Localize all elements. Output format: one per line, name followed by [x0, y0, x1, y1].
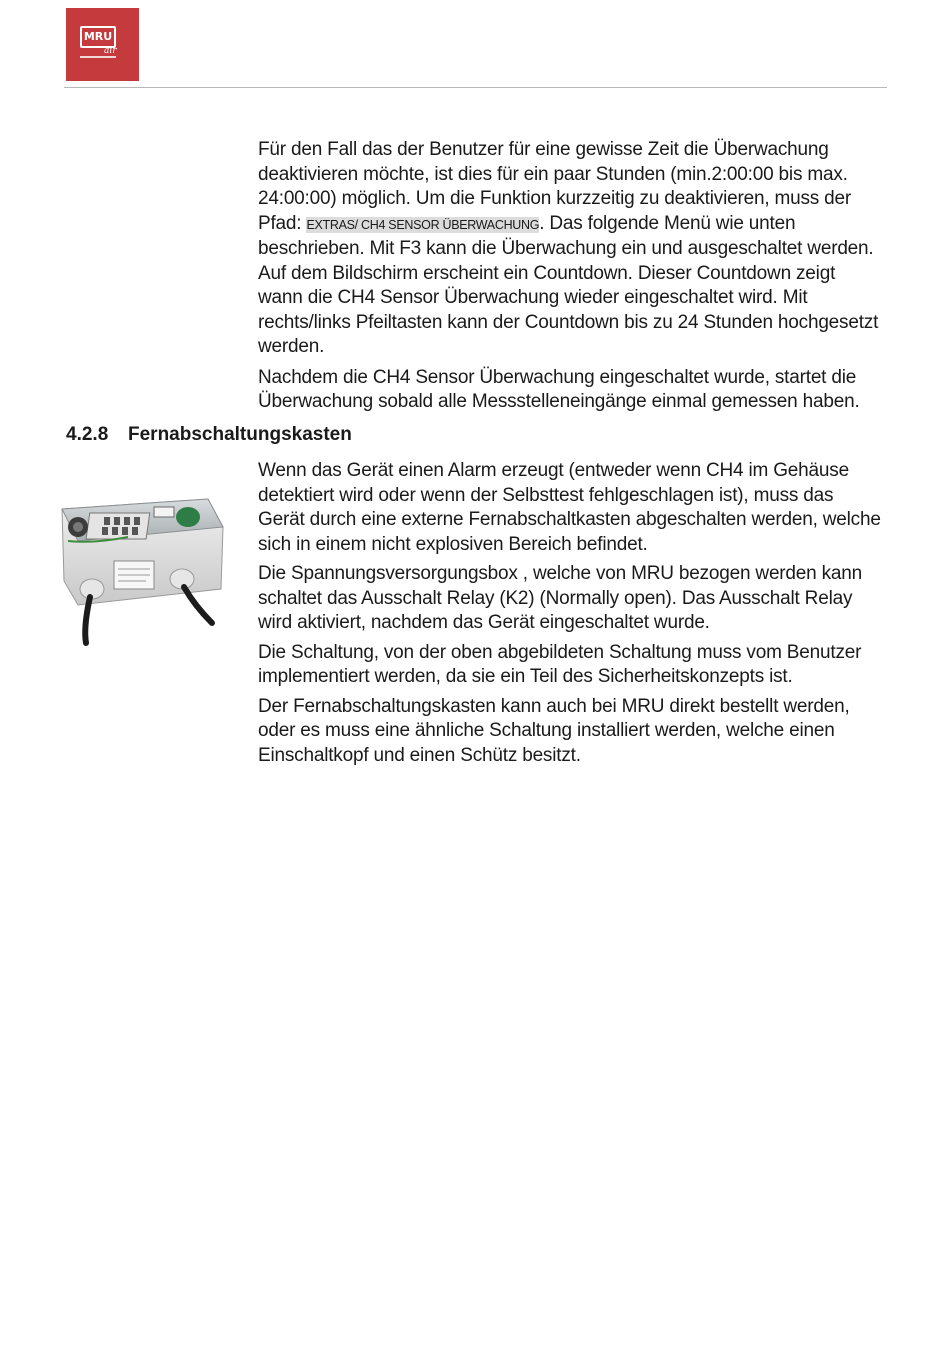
paragraph-order: Der Fernabschaltungskasten kann auch bei MRU direkt bestellt werden, oder es muss eine ähnliche Schaltung installiert werden, welche einen Einschaltkopf und einen Schütz besitzt.: [258, 695, 850, 766]
section-number: 4.2.8: [66, 424, 109, 445]
section-428-text: [258, 459, 883, 768]
paragraph-deactivate: [258, 138, 883, 360]
paragraph-power-box: Die Spannungsversorgungsbox , welche von MRU bezogen werden kann schaltet das Ausschalt Relay (K2) (Normally open). Das Ausschalt Relay wird aktiviert, nachdem das Gerät eingeschaltet wurde.: [258, 563, 863, 633]
logo-script: air: [104, 46, 117, 56]
remote-shutdown-box-photo: [58, 497, 226, 649]
section-heading: [66, 424, 352, 446]
paragraph-alarm: Wenn das Gerät einen Alarm erzeugt (entweder wenn CH4 im Gehäuse detektiert wird oder wenn der Selbsttest fehlgeschlagen ist), muss das Gerät durch eine externe Fernabschaltkasten abgeschalten werden, welche sich in einem nicht explosiven Bereich befindet.: [258, 460, 881, 555]
paragraph-text: Für den Fall das der Benutzer für eine gewisse Zeit die Überwachung deaktivieren möchte, ist dies für ein paar Stunden (min.2:00:00 bis max. 24:00:00) möglich. Um die Funktion kurzzeitig zu deaktivieren, muss der Pfad:: [258, 139, 852, 234]
logo-tagline-bar: [80, 56, 116, 58]
menu-path: EXTRAS/ CH4 SENSOR ÜBERWACHUNG: [306, 217, 540, 232]
company-logo: [66, 8, 139, 81]
section-title: Fernabschaltungskasten: [128, 424, 352, 445]
paragraph-circuit: Die Schaltung, von der oben abgebildeten Schaltung muss vom Benutzer implementiert werden, da sie ein Teil des Sicherheitskonzepts ist.: [258, 641, 862, 687]
section-top-text: [258, 138, 883, 415]
header-divider: [64, 87, 887, 88]
paragraph-text: . Das folgende Menü wie unten beschrieben. Mit F3 kann die Überwachung ein und ausgeschaltet werden. Auf dem Bildschirm erscheint ein Countdown. Dieser Countdown zeigt wann die CH4 Sensor Überwachung wieder eingeschaltet wird. Mit rechts/links Pfeiltasten kann der Countdown bis zu 24 Stunden hochgesetzt werden.: [258, 212, 879, 357]
logo-mark: MRU: [80, 26, 116, 48]
paragraph-after-activation: Nachdem die CH4 Sensor Überwachung eingeschaltet wurde, startet die Überwachung sobald alle Messstelleneingänge einmal gemessen haben.: [258, 366, 860, 412]
